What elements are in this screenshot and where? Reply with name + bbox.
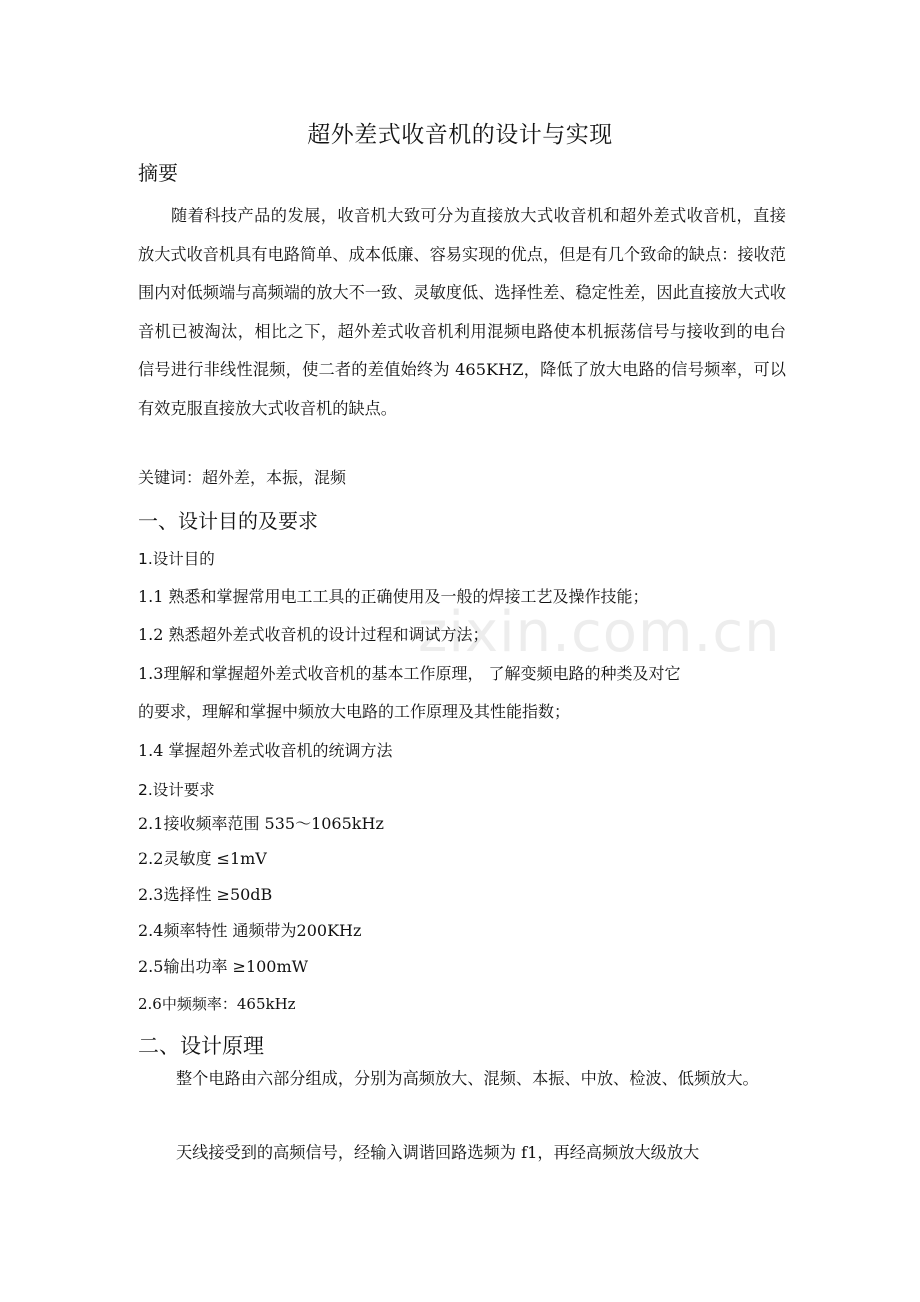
principle-paragraph-2: 天线接受到的高频信号，经输入调谐回路选频为 f1，再经高频放大级放大 [176, 1143, 700, 1162]
goal-1-3-line-2: 的要求，理解和掌握中频放大电路的工作原理及其性能指数； [138, 702, 571, 721]
watermark-text: zixin.com.cn [418, 600, 781, 665]
requirement-2-2: 2.2灵敏度 ≤1mV [138, 849, 267, 868]
goal-1-1: 1.1 熟悉和掌握常用电工工具的正确使用及一般的焊接工艺及操作技能； [138, 587, 649, 606]
requirement-2-6: 2.6中频频率：465kHz [138, 995, 296, 1013]
document-title: 超外差式收音机的设计与实现 [307, 122, 613, 148]
subsection-1-heading: 1.设计目的 [138, 550, 215, 568]
subsection-2-heading: 2.设计要求 [138, 781, 215, 799]
section-2-heading: 二、设计原理 [138, 1034, 264, 1058]
requirement-2-3: 2.3选择性 ≥50dB [138, 885, 273, 904]
requirement-2-5: 2.5输出功率 ≥100mW [138, 957, 309, 976]
goal-1-3-line-1: 1.3理解和掌握超外差式收音机的基本工作原理， 了解变频电路的种类及对它 [138, 664, 681, 683]
keywords-line: 关键词：超外差，本振，混频 [138, 468, 347, 487]
principle-paragraph-1: 整个电路由六部分组成，分别为高频放大、混频、本振、中放、检波、低频放大。 [176, 1069, 759, 1088]
goal-1-2: 1.2 熟悉超外差式收音机的设计过程和调试方法； [138, 625, 489, 644]
abstract-paragraph: 随着科技产品的发展，收音机大致可分为直接放大式收音机和超外差式收音机，直接放大式收音机具有电路简单、成本低廉、容易实现的优点，但是有几个致命的缺点：接收范围内对低频端与高频端的放大不一致、灵敏度低、选择性差、稳定性差，因此直接放大式收音机已被淘汰，相比之下，超外差式收音机利用混频电路使本机振荡信号与接收到的电台 信号进行非线性混频，使二者的差值始终为 465KHZ，降低了放大电路的信号频率，可以有效克服直接放大式收音机的缺点。 [138, 206, 786, 418]
requirement-2-1: 2.1接收频率范围 535～1065kHz [138, 814, 384, 833]
requirement-2-4: 2.4频率特性 通频带为200KHz [138, 921, 362, 940]
abstract-heading: 摘要 [138, 161, 178, 185]
goal-1-4: 1.4 掌握超外差式收音机的统调方法 [138, 741, 393, 760]
section-1-heading: 一、设计目的及要求 [138, 509, 318, 533]
